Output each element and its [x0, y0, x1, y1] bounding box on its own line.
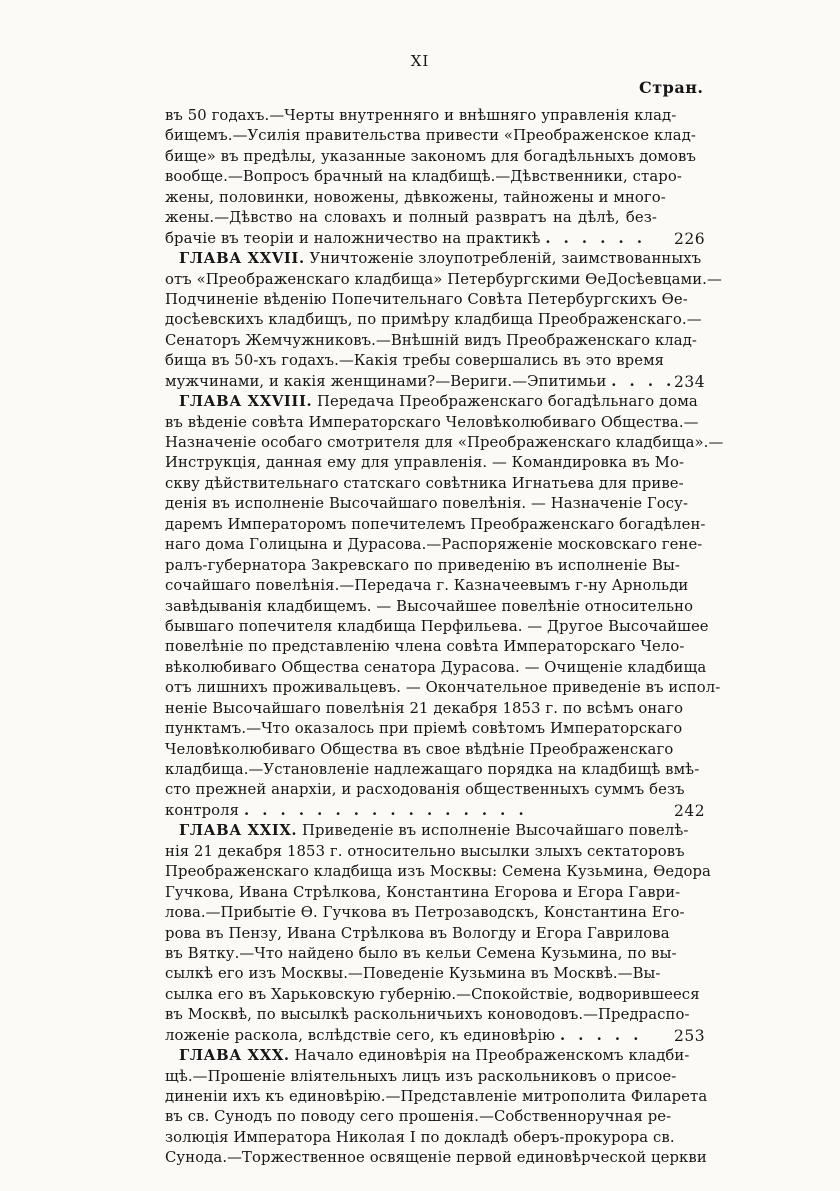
toc-line: Гучкова, Ивана Стрѣлкова, Константина Егорова и Егора Гаври-: [165, 883, 681, 901]
toc-entry-chapter-30: [165, 1046, 708, 1169]
toc-line: въ Москвѣ, по высылкѣ раскольничьихъ коноводовъ.—Предраспо-: [165, 1006, 690, 1024]
toc-entry-chapter-28: [165, 392, 724, 821]
toc-line: въ вѣденіе совѣта Императорскаго Человѣколюбиваго Общества.—: [165, 413, 699, 431]
chapter-heading: ГЛАВА XXX.: [179, 1047, 290, 1065]
toc-line: неніе Высочайшаго повелѣнія 21 декабря 1853 г. по всѣмъ онаго: [165, 699, 684, 717]
toc-line: лова.—Прибытіе Ѳ. Гучкова въ Петрозаводскъ, Константина Его-: [165, 904, 685, 922]
toc-line: сылка его въ Харьковскую губернію.—Спокойствіе, водворившееся: [165, 985, 700, 1003]
toc-line: диненіи ихъ къ единовѣрію.—Представленіе митрополита Филарета: [165, 1088, 708, 1105]
toc-line: Инструкція, данная ему для управленія. — Командировка въ Мо-: [165, 454, 685, 472]
toc-line: жены, половинки, новожены, дѣвкожены, тайножены и много-: [165, 188, 666, 206]
toc-line: бищемъ.—Усилія правительства привести «Преображенское клад-: [165, 127, 697, 145]
toc-line: ралъ-губернатора Закревскаго по приведенію въ исполненіе Вы-: [165, 556, 680, 574]
page-ref: 242: [674, 801, 706, 820]
toc-line: даремъ Императоромъ попечителемъ Преображенскаго богадѣлен-: [165, 515, 706, 533]
page-ref: 234: [674, 372, 706, 391]
toc-line: ГЛАВА XXX. Начало единовѣрія на Преображенскомъ кладби-: [179, 1047, 690, 1065]
page-column-header: Стран.: [639, 78, 704, 97]
toc-line: въ Вятку.—Что найдено было въ кельи Семена Кузьмина, по вы-: [165, 944, 677, 962]
table-of-contents: [165, 106, 724, 1169]
toc-line: въ 50 годахъ.—Черты внутренняго и внѣшняго управленія клад-: [165, 107, 677, 124]
toc-line: жены.—Дѣвство на словахъ и полный развратъ на дѣлѣ, без-: [165, 209, 657, 227]
toc-line: ГЛАВА XXIX. Приведеніе въ исполненіе Высочайшаго повелѣ-: [179, 822, 689, 840]
toc-line: денія въ исполненіе Высочайшаго повелѣнія. — Назначеніе Госу-: [165, 495, 689, 513]
toc-line: ложеніе раскола, вслѣдствіе сего, къ единовѣрію . . . . .: [165, 1026, 643, 1044]
toc-line: контроля . . . . . . . . . . . . . . . .: [165, 801, 528, 819]
toc-line: кладбища.—Установленіе надлежащаго порядка на кладбищѣ вмѣ-: [165, 761, 700, 778]
toc-line: сочайшаго повелѣнія.—Передача г. Казначеевымъ г-ну Арнольди: [165, 577, 689, 595]
page-ref: 226: [674, 229, 706, 248]
toc-line: рова въ Пензу, Ивана Стрѣлкова въ Вологду и Егора Гаврилова: [165, 924, 670, 942]
toc-line: въ св. Сунодъ по поводу сего прошенія.—Собственноручная ре-: [165, 1108, 672, 1126]
toc-line: бывшаго попечителя кладбища Перфильева. — Другое Высочайшее: [165, 617, 709, 635]
toc-line: бище» въ предѣлы, указанные закономъ для богадѣльныхъ домовъ: [165, 147, 696, 165]
dot-leader: . . . . . .: [545, 229, 646, 247]
toc-line: Сунода.—Торжественное освященіе первой единовѣрческой церкви: [165, 1149, 707, 1167]
page-number: XI: [410, 52, 430, 70]
dot-leader: . . . . .: [559, 1026, 643, 1044]
toc-line: бища въ 50-хъ годахъ.—Какія требы совершались въ это время: [165, 352, 665, 370]
toc-entry-continuation: [165, 106, 706, 249]
toc-line: повелѣніе по представленію члена совѣта Императорскаго Чело-: [165, 638, 685, 656]
toc-line: Назначеніе особаго смотрителя для «Преображенскаго кладбища».—: [165, 434, 724, 451]
toc-line: ГЛАВА XXVII. Уничтоженіе злоупотребленій, заимствованныхъ: [179, 250, 702, 268]
toc-line: скву дѣйствительнаго статскаго совѣтника Игнатьева для приве-: [165, 474, 684, 492]
toc-line: Подчиненіе вѣденію Попечительнаго Совѣта Петербургскихъ Ѳе-: [165, 290, 688, 308]
dot-leader: . . . .: [611, 372, 676, 390]
toc-line: Сенаторъ Жемчужниковъ.—Внѣшній видъ Преображенскаго клад-: [165, 331, 698, 349]
toc-line: досѣевскихъ кладбищъ, по примѣру кладбища Преображенскаго.—: [165, 311, 702, 329]
toc-line: Преображенскаго кладбища изъ Москвы: Семена Кузьмина, Ѳедора: [165, 863, 711, 881]
toc-line: пунктамъ.—Что оказалось при пріемѣ совѣтомъ Императорскаго: [165, 720, 683, 738]
toc-line: ГЛАВА XXVIII. Передача Преображенскаго богадѣльнаго дома: [179, 393, 698, 411]
toc-line: наго дома Голицына и Дурасова.—Распоряженіе московскаго генe-: [165, 536, 703, 554]
toc-entry-chapter-27: [165, 249, 722, 392]
toc-line: сылкѣ его изъ Москвы.—Поведеніе Кузьмина въ Москвѣ.—Вы-: [165, 965, 661, 983]
toc-line: вѣколюбиваго Общества сенатора Дурасова. — Очищеніе кладбища: [165, 658, 707, 676]
chapter-heading: ГЛАВА XXIX.: [179, 822, 298, 840]
page-ref: 253: [674, 1026, 706, 1045]
toc-line: вообще.—Вопросъ брачный на кладбищѣ.—Дѣвственники, старо-: [165, 168, 682, 186]
chapter-heading: ГЛАВА XXVII.: [179, 250, 305, 268]
toc-line: золюція Императора Николая I по докладѣ оберъ-прокурора св.: [165, 1128, 675, 1146]
toc-line: отъ «Преображенскаго кладбища» Петербургскими ѲеДосѣевцами.—: [165, 270, 722, 288]
toc-line: мужчинами, и какія женщинами?—Вериги.—Эпитимьи . . . .: [165, 372, 676, 390]
dot-leader: . . . . . . . . . . . . . . . .: [243, 801, 528, 819]
toc-line: завѣдыванія кладбищемъ. — Высочайшее повелѣніе относительно: [165, 597, 694, 615]
toc-line: отъ лишнихъ проживальцевъ. — Окончательное приведеніе въ испол-: [165, 679, 721, 697]
toc-line: сто прежней анархіи, и расходованія общественныхъ суммъ безъ: [165, 781, 685, 799]
toc-line: Человѣколюбиваго Общества въ свое вѣдѣніе Преображенскаго: [165, 740, 674, 758]
chapter-heading: ГЛАВА XXVIII.: [179, 393, 313, 411]
toc-line: щѣ.—Прошеніе вліятельныхъ лицъ изъ раскольниковъ о присое-: [165, 1067, 677, 1085]
toc-line: нія 21 декабря 1853 г. относительно высылки злыхъ сектаторовъ: [165, 842, 685, 860]
toc-line: брачіе въ теоріи и наложничество на практикѣ . . . . . .: [165, 229, 646, 247]
toc-entry-chapter-29: [165, 821, 711, 1046]
